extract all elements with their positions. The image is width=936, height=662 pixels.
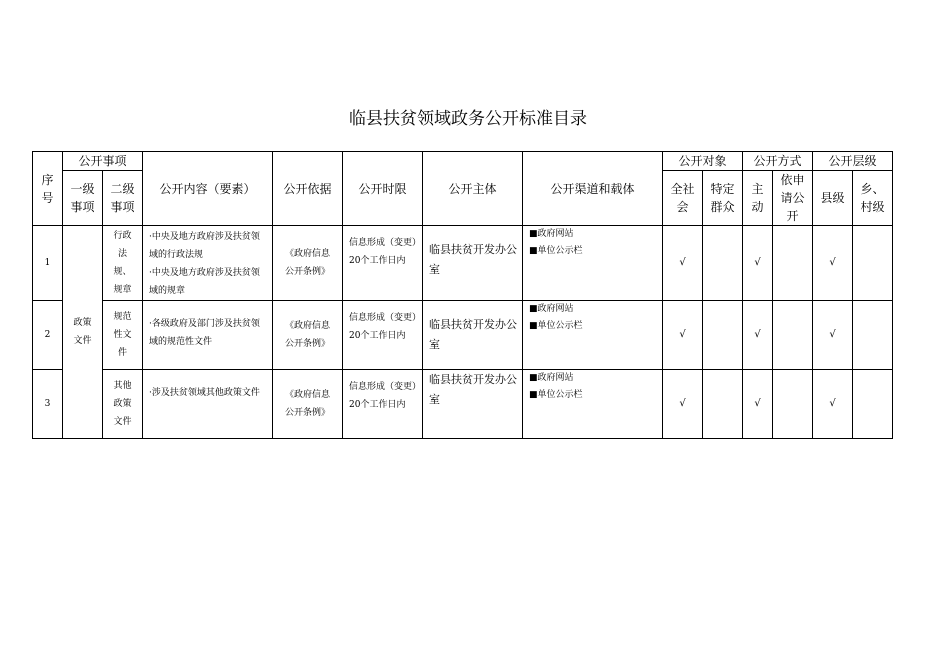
row-channels <box>523 226 663 301</box>
row-seq: 3 <box>33 370 63 439</box>
page-title: 临县扶贫领域政务公开标准目录 <box>349 109 587 129</box>
header-target-group: 特定群众 <box>703 171 743 226</box>
header-level1: 一级事项 <box>63 171 103 226</box>
row-on-request <box>773 226 813 301</box>
table-row <box>33 226 893 301</box>
row-seq: 2 <box>33 301 63 370</box>
row-basis: 《政府信息公开条例》 <box>273 370 343 439</box>
header-subject: 公开主体 <box>423 152 523 226</box>
header-content: 公开内容（要素） <box>143 152 273 226</box>
header-matters: 公开事项 <box>63 152 143 171</box>
header-target-all: 全社会 <box>663 171 703 226</box>
channel-item: ■单位公示栏 <box>529 321 583 331</box>
row-village <box>853 226 893 301</box>
channel-item: ■政府网站 <box>529 373 574 383</box>
row-active: √ <box>743 226 773 301</box>
level1-item: 政策文件 <box>63 226 103 439</box>
header-row-1 <box>33 152 893 171</box>
header-level-village: 乡、村级 <box>853 171 893 226</box>
row-on-request <box>773 370 813 439</box>
row-active: √ <box>743 370 773 439</box>
channel-item: ■单位公示栏 <box>529 246 583 256</box>
header-mode: 公开方式 <box>743 152 813 171</box>
row-basis: 《政府信息公开条例》 <box>273 226 343 301</box>
header-mode-apply: 依申请公开 <box>773 171 813 226</box>
table-row <box>33 370 893 439</box>
header-target: 公开对象 <box>663 152 743 171</box>
header-channel: 公开渠道和载体 <box>523 152 663 226</box>
row-time: 信息形成（变更）20个工作日内 <box>343 226 423 301</box>
row-time: 信息形成（变更）20个工作日内 <box>343 301 423 370</box>
row-county: √ <box>813 301 853 370</box>
catalog-table <box>32 151 893 439</box>
row-subject: 临县扶贫开发办公室 <box>423 301 523 370</box>
row-channels <box>523 301 663 370</box>
channel-item: ■单位公示栏 <box>529 390 583 400</box>
row-content <box>143 301 273 370</box>
row-level2: 行政法规、规章 <box>103 226 143 301</box>
row-level2: 规范性文件 <box>103 301 143 370</box>
row-channels <box>523 370 663 439</box>
row-specific-group <box>703 370 743 439</box>
channel-item: ■政府网站 <box>529 304 574 314</box>
header-seq: 序号 <box>33 152 63 226</box>
row-county: √ <box>813 226 853 301</box>
channel-item: ■政府网站 <box>529 229 574 239</box>
header-level: 公开层级 <box>813 152 893 171</box>
row-active: √ <box>743 301 773 370</box>
row-seq: 1 <box>33 226 63 301</box>
header-level2: 二级事项 <box>103 171 143 226</box>
row-content <box>143 370 273 439</box>
row-village <box>853 370 893 439</box>
row-all-society: √ <box>663 370 703 439</box>
row-level2: 其他政策文件 <box>103 370 143 439</box>
table-row <box>33 301 893 370</box>
row-basis: 《政府信息公开条例》 <box>273 301 343 370</box>
row-time: 信息形成（变更）20个工作日内 <box>343 370 423 439</box>
row-specific-group <box>703 226 743 301</box>
content-line: ·各级政府及部门涉及扶贫领域的规范性文件 <box>149 319 260 347</box>
row-village <box>853 301 893 370</box>
row-all-society: √ <box>663 301 703 370</box>
content-line: ·涉及扶贫领域其他政策文件 <box>149 388 260 398</box>
content-line: ·中央及地方政府涉及扶贫领域的行政法规 <box>149 232 260 260</box>
row-subject: 临县扶贫开发办公室 <box>423 226 523 301</box>
row-content <box>143 226 273 301</box>
content-line: ·中央及地方政府涉及扶贫领域的规章 <box>149 268 260 296</box>
row-all-society: √ <box>663 226 703 301</box>
header-level-county: 县级 <box>813 171 853 226</box>
header-basis: 公开依据 <box>273 152 343 226</box>
row-specific-group <box>703 301 743 370</box>
row-subject: 临县扶贫开发办公室 <box>423 370 523 439</box>
header-time: 公开时限 <box>343 152 423 226</box>
row-county: √ <box>813 370 853 439</box>
header-mode-active: 主动 <box>743 171 773 226</box>
row-on-request <box>773 301 813 370</box>
